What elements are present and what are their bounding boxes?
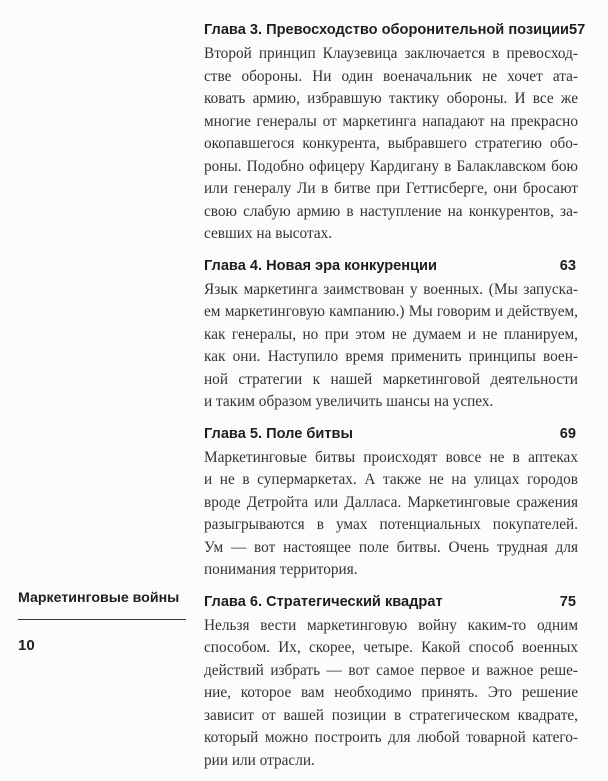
- chapter-page-number: 75: [559, 593, 576, 610]
- page-number: 10: [18, 637, 35, 654]
- summary-line: и не в супермаркетах. А также не на улицах городов: [204, 471, 578, 488]
- summary-line: разыгрываются в умах потенциальных покупателей.: [204, 516, 578, 533]
- chapter-summary: [204, 447, 578, 582]
- chapter-summary: [204, 279, 578, 414]
- summary-line: стве обороны. Ни один военачальник не хочет ата-: [204, 67, 578, 85]
- chapter-page-number: 57: [569, 22, 586, 38]
- summary-line: понимания территория.: [204, 561, 358, 578]
- summary-line: как они. Наступило время применить принципы воен-: [204, 348, 578, 365]
- chapter-entry: [204, 591, 578, 773]
- summary-line: или генералу Ли в битве при Геттисберге, они бросают: [204, 180, 578, 197]
- summary-line: ние, которое вам необходимо принять. Это решение: [204, 684, 578, 701]
- running-book-title: Маркетинговые войны: [18, 590, 180, 606]
- summary-line: ем маркетинговую кампанию.) Мы говорим и действуем,: [204, 303, 578, 320]
- chapter-heading: [204, 423, 578, 445]
- summary-line: вроде Детройта или Далласа. Маркетинговые сражения: [204, 493, 578, 511]
- summary-line: окопавшегося конкурента, выбравшего стратегию обо-: [204, 135, 578, 152]
- summary-line: ковать армию, избравшую тактику обороны. И все же: [204, 90, 578, 107]
- summary-line: действий избрать — вот самое первое и важное реше-: [204, 661, 578, 679]
- chapter-heading: [204, 255, 578, 277]
- summary-line: и таким образом увеличить шансы на успех.: [204, 393, 494, 410]
- chapter-page-number: 69: [559, 425, 576, 442]
- chapter-title: Глава 3. Превосходство оборонительной позиции: [204, 22, 570, 38]
- summary-line: севших на высотах.: [204, 225, 333, 242]
- summary-line: роны. Подобно офицеру Кардигану в Балаклавском бою: [204, 157, 578, 175]
- summary-line: Ум — вот настоящее поле битвы. Очень трудная для: [204, 538, 578, 556]
- summary-line: Второй принцип Клаузевица заключается в превосход-: [204, 45, 578, 62]
- summary-line: свою слабую армию в наступление на конкурентов, за-: [204, 202, 578, 220]
- summary-line: Нельзя вести маркетинговую войну каким-то одним: [204, 616, 578, 634]
- summary-line: зависит от вашей позиции в стратегическом квадрате,: [204, 706, 578, 724]
- chapter-heading: [204, 591, 578, 613]
- chapter-summary: [204, 43, 578, 246]
- contents-list: [204, 19, 586, 781]
- chapter-entry: [204, 19, 586, 246]
- summary-line: как генералы, но при этом не думаем и не планируем,: [204, 325, 578, 343]
- footer-divider: [18, 619, 186, 620]
- summary-line: рии или отрасли.: [204, 751, 315, 769]
- chapter-page-number: 63: [559, 257, 576, 274]
- chapter-summary: [204, 615, 578, 773]
- chapter-entry: [204, 255, 578, 414]
- chapter-entry: [204, 423, 578, 582]
- chapter-heading: [204, 19, 586, 41]
- summary-line: Маркетинговые битвы происходят вовсе не в аптеках: [204, 448, 578, 466]
- summary-line: способом. Их, скорее, четыре. Какой способ военных: [204, 639, 578, 656]
- summary-line: многие генералы от маркетинга нападают на прекрасно: [204, 112, 578, 130]
- chapter-title: Глава 5. Поле битвы: [204, 425, 353, 442]
- summary-line: который можно построить для любой товарной катего-: [204, 729, 578, 746]
- chapter-title: Глава 4. Новая эра конкуренции: [204, 257, 438, 274]
- summary-line: Язык маркетинга заимствован у военных. (Мы запускa-: [204, 280, 578, 298]
- chapter-title: Глава 6. Стратегический квадрат: [204, 593, 443, 610]
- summary-line: ной стратегии к нашей маркетинговой деятельности: [204, 370, 578, 388]
